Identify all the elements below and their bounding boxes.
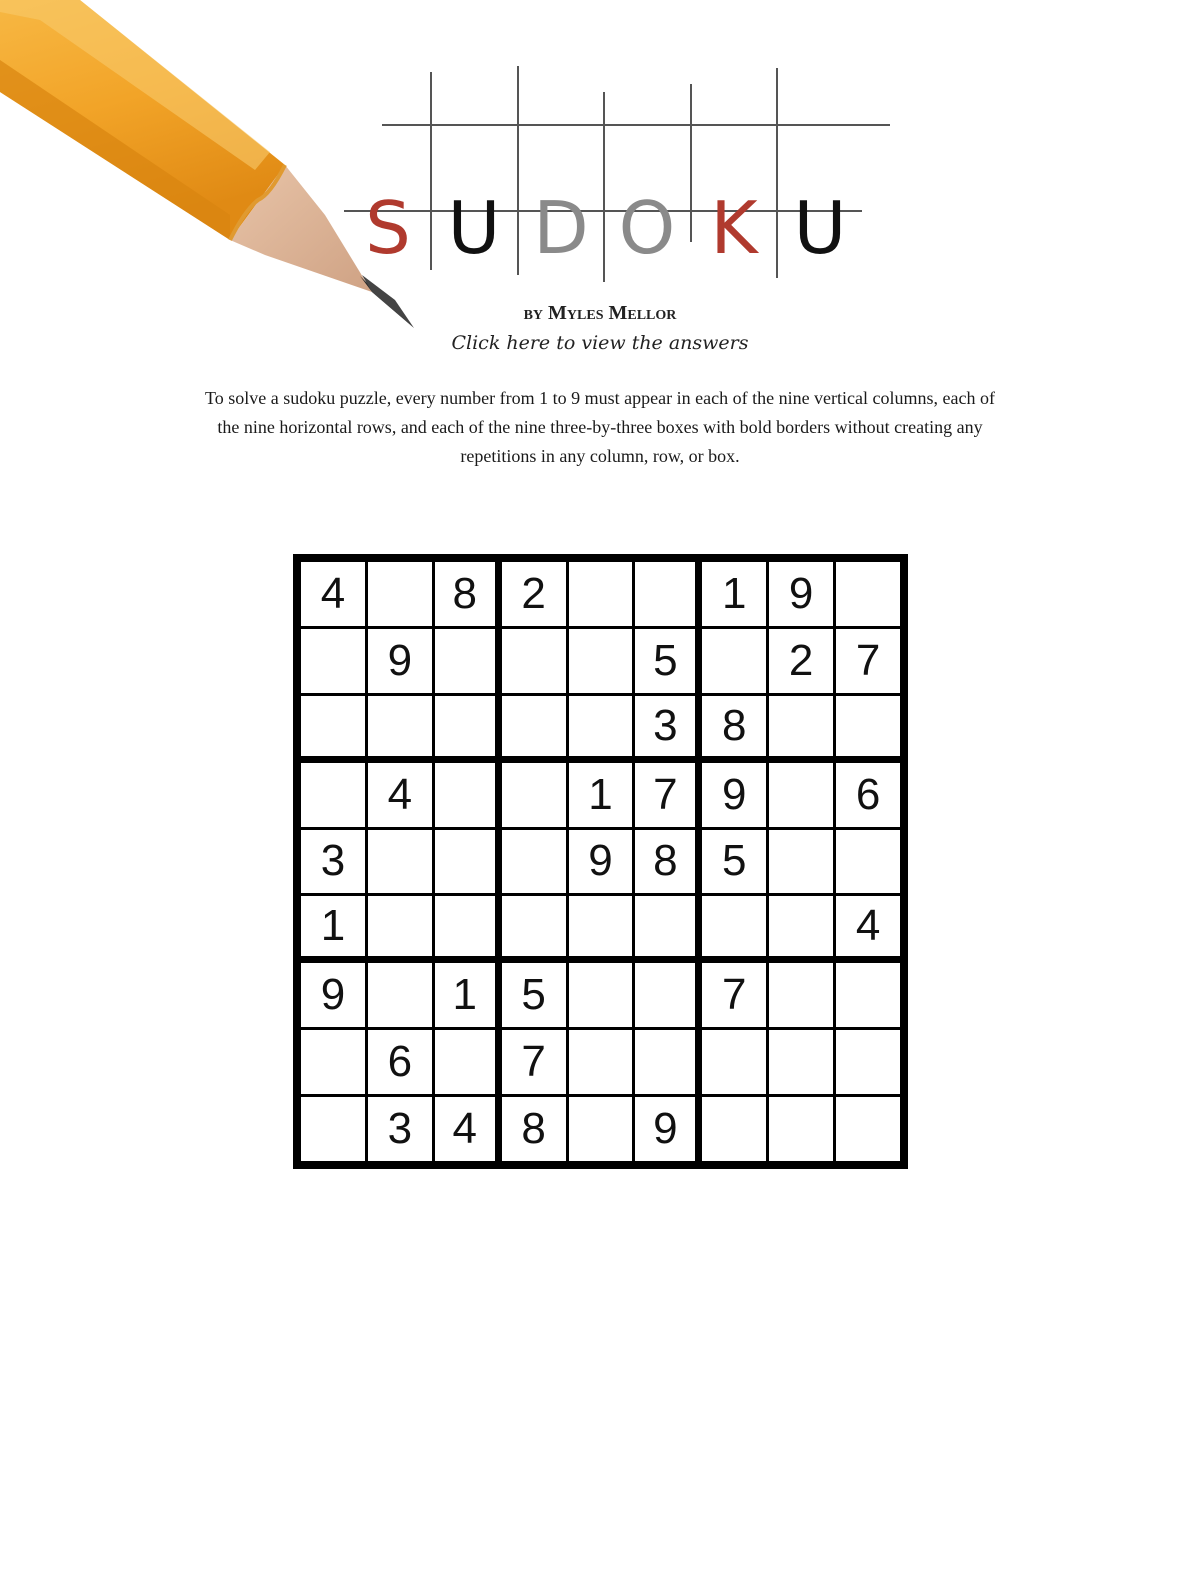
sudoku-cell-r3-c4[interactable] [502, 696, 566, 756]
sudoku-cell-r1-c1[interactable]: 4 [301, 562, 365, 626]
sudoku-cell-r8-c9[interactable] [836, 1030, 900, 1094]
sudoku-cell-r9-c9[interactable] [836, 1097, 900, 1161]
sudoku-cell-r3-c6[interactable]: 3 [635, 696, 695, 756]
sudoku-cell-r7-c1[interactable]: 9 [301, 963, 365, 1027]
sudoku-cell-r1-c3[interactable]: 8 [435, 562, 495, 626]
sudoku-cell-r7-c5[interactable] [569, 963, 633, 1027]
sudoku-cell-r6-c6[interactable] [635, 896, 695, 956]
sudoku-cell-r1-c4[interactable]: 2 [502, 562, 566, 626]
sudoku-cell-r2-c6[interactable]: 5 [635, 629, 695, 693]
instructions-text: To solve a sudoku puzzle, every number from 1 to 9 must appear in each of the nine vertical columns, each of the nine horizontal rows, and each of the nine three-by-three boxes with bold borders without creating any repetitions in any column, row, or box. [205, 388, 995, 466]
sudoku-cell-r1-c9[interactable] [836, 562, 900, 626]
sudoku-cell-r5-c3[interactable] [435, 830, 495, 894]
title-letter-o: O [618, 186, 676, 270]
sudoku-cell-r4-c4[interactable] [502, 763, 566, 827]
sudoku-cell-r9-c8[interactable] [769, 1097, 833, 1161]
sudoku-cell-r6-c1[interactable]: 1 [301, 896, 365, 956]
sudoku-cell-r8-c8[interactable] [769, 1030, 833, 1094]
sudoku-cell-r8-c2[interactable]: 6 [368, 1030, 432, 1094]
sudoku-cell-r7-c3[interactable]: 1 [435, 963, 495, 1027]
sudoku-cell-r7-c6[interactable] [635, 963, 695, 1027]
sudoku-cell-r1-c6[interactable] [635, 562, 695, 626]
sudoku-cell-r8-c3[interactable] [435, 1030, 495, 1094]
sudoku-cell-r2-c7[interactable] [702, 629, 766, 693]
sudoku-cell-r6-c7[interactable] [702, 896, 766, 956]
sudoku-cell-r1-c7[interactable]: 1 [702, 562, 766, 626]
sudoku-cell-r4-c3[interactable] [435, 763, 495, 827]
sudoku-cell-r3-c7[interactable]: 8 [702, 696, 766, 756]
title-letter-u: U [447, 186, 501, 270]
sudoku-cell-r6-c4[interactable] [502, 896, 566, 956]
sudoku-cell-r9-c3[interactable]: 4 [435, 1097, 495, 1161]
sudoku-cell-r9-c7[interactable] [702, 1097, 766, 1161]
sudoku-cell-r8-c1[interactable] [301, 1030, 365, 1094]
sudoku-cell-r4-c1[interactable] [301, 763, 365, 827]
sudoku-cell-r6-c3[interactable] [435, 896, 495, 956]
sudoku-cell-r4-c7[interactable]: 9 [702, 763, 766, 827]
sudoku-cell-r6-c9[interactable]: 4 [836, 896, 900, 956]
sudoku-cell-r4-c9[interactable]: 6 [836, 763, 900, 827]
sudoku-cell-r5-c6[interactable]: 8 [635, 830, 695, 894]
sudoku-cell-r4-c6[interactable]: 7 [635, 763, 695, 827]
sudoku-cell-r9-c5[interactable] [569, 1097, 633, 1161]
sudoku-cell-r2-c1[interactable] [301, 629, 365, 693]
view-answers-link[interactable]: Click here to view the answers [451, 332, 749, 354]
sudoku-cell-r3-c9[interactable] [836, 696, 900, 756]
sudoku-cell-r2-c4[interactable] [502, 629, 566, 693]
sudoku-cell-r2-c9[interactable]: 7 [836, 629, 900, 693]
sudoku-cell-r7-c9[interactable] [836, 963, 900, 1027]
sudoku-cell-r5-c7[interactable]: 5 [702, 830, 766, 894]
sudoku-cell-r6-c2[interactable] [368, 896, 432, 956]
sudoku-cell-r9-c2[interactable]: 3 [368, 1097, 432, 1161]
sudoku-cell-r1-c8[interactable]: 9 [769, 562, 833, 626]
sudoku-cell-r6-c5[interactable] [569, 896, 633, 956]
sudoku-cell-r9-c1[interactable] [301, 1097, 365, 1161]
sudoku-cell-r3-c5[interactable] [569, 696, 633, 756]
sudoku-cell-r7-c4[interactable]: 5 [502, 963, 566, 1027]
sudoku-cell-r2-c2[interactable]: 9 [368, 629, 432, 693]
sudoku-cell-r3-c2[interactable] [368, 696, 432, 756]
sudoku-cell-r2-c8[interactable]: 2 [769, 629, 833, 693]
sudoku-cell-r4-c2[interactable]: 4 [368, 763, 432, 827]
sudoku-cell-r8-c4[interactable]: 7 [502, 1030, 566, 1094]
sudoku-cell-r5-c5[interactable]: 9 [569, 830, 633, 894]
sudoku-cell-r2-c5[interactable] [569, 629, 633, 693]
title-letter-s: S [365, 186, 411, 270]
sudoku-cell-r5-c1[interactable]: 3 [301, 830, 365, 894]
sudoku-cell-r7-c8[interactable] [769, 963, 833, 1027]
sudoku-cell-r4-c8[interactable] [769, 763, 833, 827]
sudoku-board [293, 554, 908, 1169]
sudoku-cell-r4-c5[interactable]: 1 [569, 763, 633, 827]
sudoku-cell-r1-c2[interactable] [368, 562, 432, 626]
sudoku-cell-r3-c3[interactable] [435, 696, 495, 756]
sudoku-cell-r8-c7[interactable] [702, 1030, 766, 1094]
sudoku-cell-r2-c3[interactable] [435, 629, 495, 693]
sudoku-cell-r5-c2[interactable] [368, 830, 432, 894]
sudoku-cell-r1-c5[interactable] [569, 562, 633, 626]
byline: by Myles Mellor [523, 302, 677, 324]
title-letter-k: K [710, 186, 758, 270]
sudoku-cell-r7-c7[interactable]: 7 [702, 963, 766, 1027]
sudoku-cell-r9-c4[interactable]: 8 [502, 1097, 566, 1161]
sudoku-cell-r7-c2[interactable] [368, 963, 432, 1027]
title-letter-u-2: U [793, 186, 847, 270]
sudoku-cell-r9-c6[interactable]: 9 [635, 1097, 695, 1161]
sudoku-cell-r8-c6[interactable] [635, 1030, 695, 1094]
sudoku-cell-r8-c5[interactable] [569, 1030, 633, 1094]
title-letter-d: D [533, 186, 589, 270]
sudoku-cell-r3-c1[interactable] [301, 696, 365, 756]
sudoku-cell-r5-c4[interactable] [502, 830, 566, 894]
sudoku-cell-r5-c9[interactable] [836, 830, 900, 894]
title-block [330, 60, 910, 290]
sudoku-cell-r3-c8[interactable] [769, 696, 833, 756]
sudoku-cell-r6-c8[interactable] [769, 896, 833, 956]
sudoku-cell-r5-c8[interactable] [769, 830, 833, 894]
